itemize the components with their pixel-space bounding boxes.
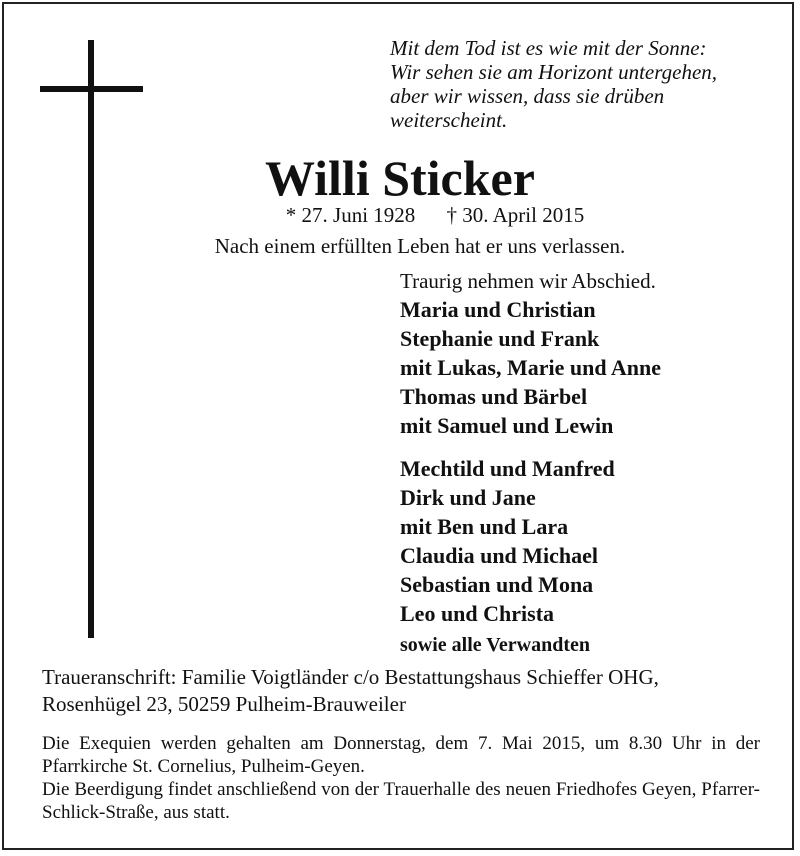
mourner-entry: mit Ben und Lara [400, 514, 569, 539]
address-line-1: Traueranschrift: Familie Voigtländer c/o Bestattungshaus Schieffer OHG, [42, 665, 659, 689]
mourner-entry: Maria und Christian [400, 297, 596, 322]
mourners-group-1 [400, 295, 790, 440]
cross-icon [88, 40, 94, 638]
poem-line: Mit dem Tod ist es wie mit der Sonne: [390, 36, 707, 60]
exequies-text: Die Exequien werden gehalten am Donnerstag, dem 7. Mai 2015, um 8.30 Uhr in der Pfarrkirche St. Cornelius, Pulheim-Geyen. [42, 733, 760, 777]
mourner-entry: mit Samuel und Lewin [400, 413, 614, 438]
mourner-entry: Stephanie und Frank [400, 326, 600, 351]
mourners-group-2 [400, 454, 790, 628]
mourning-address [42, 664, 762, 718]
mourner-entry: Thomas und Bärbel [400, 384, 588, 409]
mourner-entry: Leo und Christa [400, 601, 555, 626]
birth-date: * 27. Juni 1928 [285, 203, 416, 227]
mourners-closing: sowie alle Verwandten [400, 634, 590, 656]
mourner-entry: mit Lukas, Marie und Anne [400, 355, 661, 380]
mourner-entry: Mechtild und Manfred [400, 456, 615, 481]
service-info [42, 732, 760, 824]
deceased-name: Willi Sticker [265, 150, 535, 206]
mourner-entry: Claudia und Michael [400, 543, 599, 568]
mourners-intro: Traurig nehmen wir Abschied. [400, 269, 656, 293]
poem-line: weiterscheint. [390, 108, 508, 132]
poem-line: Wir sehen sie am Horizont untergehen, [390, 60, 718, 84]
mourner-entry: Sebastian und Mona [400, 572, 594, 597]
mourner-entry: Dirk und Jane [400, 485, 536, 510]
death-date: † 30. April 2015 [446, 203, 585, 227]
tagline: Nach einem erfüllten Leben hat er uns verlassen. [214, 234, 626, 258]
cross-icon-crossbar [40, 86, 143, 92]
group-spacer [400, 440, 790, 454]
burial-text: Die Beerdigung findet anschließend von der Trauerhalle des neuen Friedhofes Geyen, Pfarrer-Schlick-Straße, aus statt. [42, 779, 760, 823]
poem-line: aber wir wissen, dass sie drüben [390, 84, 665, 108]
poem-quote [390, 36, 790, 132]
mourners-list [400, 267, 790, 660]
life-dates [0, 202, 800, 228]
address-line-2: Rosenhügel 23, 50259 Pulheim-Brauweiler [42, 692, 406, 716]
